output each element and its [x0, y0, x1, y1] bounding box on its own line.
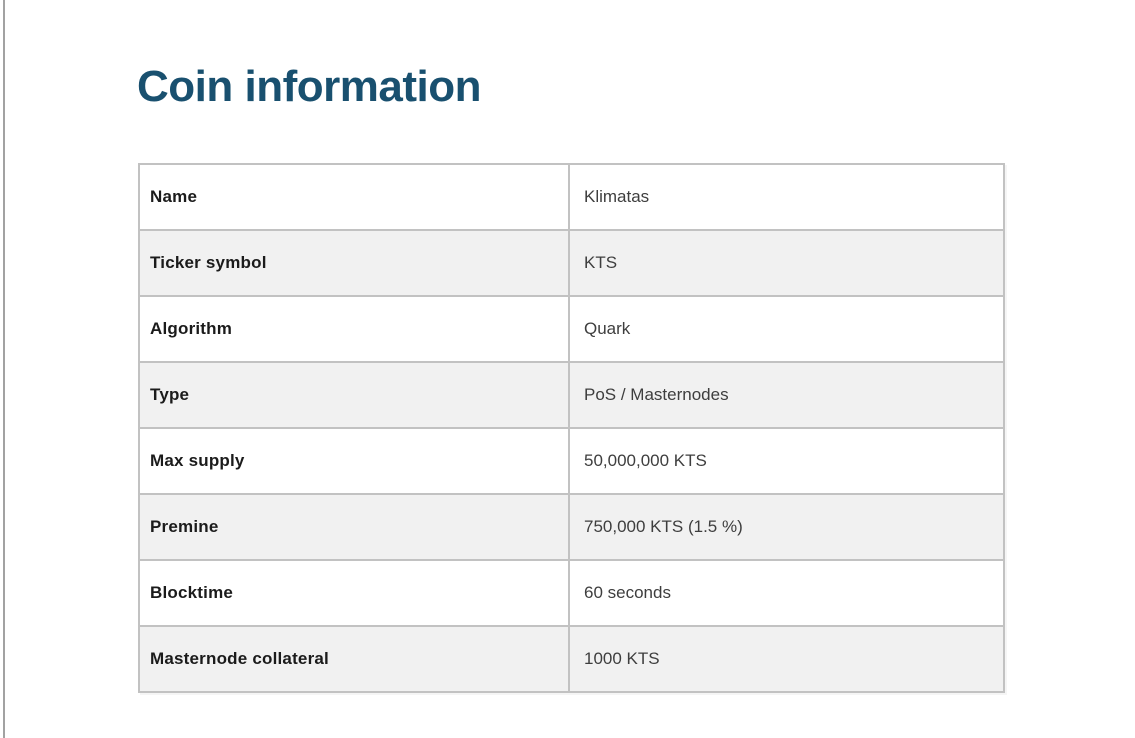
- row-value: 750,000 KTS (1.5 %): [569, 494, 1004, 560]
- row-label: Type: [139, 362, 569, 428]
- row-label: Ticker symbol: [139, 230, 569, 296]
- coin-info-table: [138, 163, 1005, 693]
- row-value: 50,000,000 KTS: [569, 428, 1004, 494]
- table-row: [139, 428, 1004, 494]
- row-value: 1000 KTS: [569, 626, 1004, 692]
- table-row: [139, 626, 1004, 692]
- table-row: [139, 494, 1004, 560]
- row-value: KTS: [569, 230, 1004, 296]
- row-value: PoS / Masternodes: [569, 362, 1004, 428]
- page-title: Coin information: [137, 62, 481, 111]
- row-value: Quark: [569, 296, 1004, 362]
- table-row: [139, 296, 1004, 362]
- page-left-border: [3, 0, 5, 738]
- row-label: Premine: [139, 494, 569, 560]
- row-label: Algorithm: [139, 296, 569, 362]
- row-label: Max supply: [139, 428, 569, 494]
- row-label: Blocktime: [139, 560, 569, 626]
- coin-info-table-body: [139, 164, 1004, 692]
- row-value: Klimatas: [569, 164, 1004, 230]
- table-row: [139, 230, 1004, 296]
- table-row: [139, 164, 1004, 230]
- row-label: Name: [139, 164, 569, 230]
- row-value: 60 seconds: [569, 560, 1004, 626]
- table-row: [139, 362, 1004, 428]
- row-label: Masternode collateral: [139, 626, 569, 692]
- table-row: [139, 560, 1004, 626]
